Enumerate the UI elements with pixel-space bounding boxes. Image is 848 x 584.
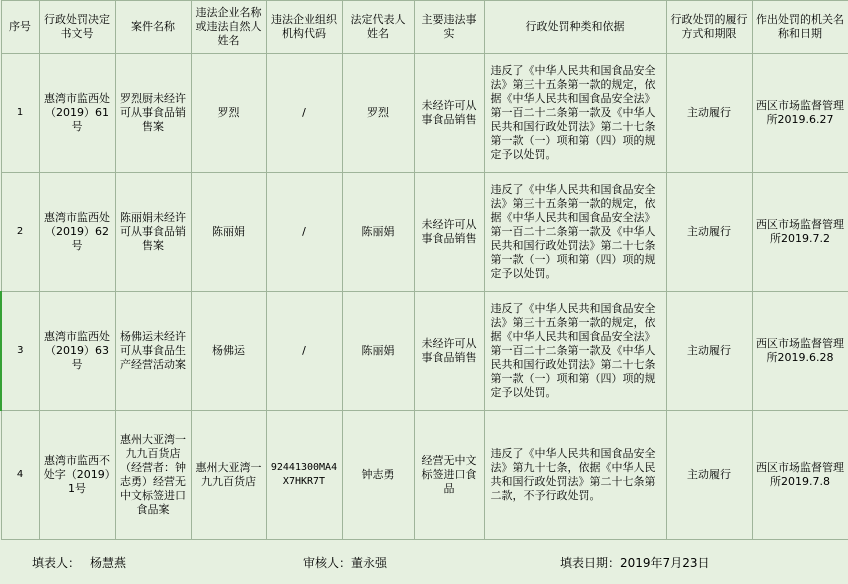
header-org-code[interactable]: 违法企业组织机构代码 [266, 1, 342, 54]
cell-party-name[interactable]: 罗烈 [191, 54, 266, 173]
cell-legal-rep[interactable]: 陈丽娟 [342, 173, 414, 292]
cell-decision-no[interactable]: 惠湾市监西处（2019）63号 [39, 292, 115, 411]
reviewer-label: 审核人： [303, 556, 352, 570]
filler-name: 杨慧燕 [90, 556, 127, 570]
table-row [1, 411, 848, 540]
cell-penalty[interactable]: 违反了《中华人民共和国食品安全法》第三十五条第一款的规定，依据《中华人民共和国食品安全法》第一百二十二条第一款及《中华人民共和国行政处罚法》第二十七条第一款（一）项和第（四）项的规定予以处罚。 [484, 54, 666, 173]
cell-penalty[interactable]: 违反了《中华人民共和国食品安全法》第三十五条第一款的规定，依据《中华人民共和国食品安全法》第一百二十二条第一款及《中华人民共和国行政处罚法》第二十七条第一款（一）项和第（四）项的规定予以处罚。 [484, 292, 666, 411]
cell-main-facts[interactable]: 未经许可从事食品销售 [414, 173, 484, 292]
header-authority[interactable]: 作出处罚的机关名称和日期 [752, 1, 848, 54]
cell-seq[interactable]: 3 [1, 292, 39, 411]
header-party-name[interactable]: 违法企业名称或违法自然人姓名 [191, 1, 266, 54]
cell-seq[interactable]: 1 [1, 54, 39, 173]
reviewer-name: 董永强 [351, 556, 388, 570]
cell-org-code[interactable]: 92441300MA4X7HKR7T [266, 411, 342, 540]
cell-penalty[interactable]: 违反了《中华人民共和国食品安全法》第三十五条第一款的规定，依据《中华人民共和国食品安全法》第一百二十二条第一款及《中华人民共和国行政处罚法》第二十七条第一款（一）项和第（四）项的规定予以处罚。 [484, 173, 666, 292]
cell-seq[interactable]: 4 [1, 411, 39, 540]
cell-main-facts[interactable]: 未经许可从事食品销售 [414, 54, 484, 173]
cell-main-facts[interactable]: 未经许可从事食品销售 [414, 292, 484, 411]
cell-decision-no[interactable]: 惠湾市监西处（2019）62号 [39, 173, 115, 292]
cell-penalty[interactable]: 违反了《中华人民共和国食品安全法》第九十七条，依据《中华人民共和国行政处罚法》第二十七条第二款，不予行政处罚。 [484, 411, 666, 540]
cell-legal-rep[interactable]: 陈丽娟 [342, 292, 414, 411]
date-label: 填表日期： [560, 556, 621, 570]
cell-authority[interactable]: 西区市场监督管理所2019.6.27 [752, 54, 848, 173]
filler-field[interactable] [32, 554, 126, 571]
cell-org-code[interactable]: / [266, 292, 342, 411]
header-case-name[interactable]: 案件名称 [115, 1, 191, 54]
header-execution[interactable]: 行政处罚的履行方式和期限 [666, 1, 752, 54]
cell-case-name[interactable]: 惠州大亚湾一九九百货店（经营者：钟志勇）经营无中文标签进口食品案 [115, 411, 191, 540]
header-decision-no[interactable]: 行政处罚决定书文号 [39, 1, 115, 54]
cell-party-name[interactable]: 惠州大亚湾一九九百货店 [191, 411, 266, 540]
cell-main-facts[interactable]: 经营无中文标签进口食品 [414, 411, 484, 540]
table-row [1, 54, 848, 173]
header-legal-rep[interactable]: 法定代表人姓名 [342, 1, 414, 54]
header-penalty[interactable]: 行政处罚种类和依据 [484, 1, 666, 54]
table-row [1, 173, 848, 292]
cell-seq[interactable]: 2 [1, 173, 39, 292]
cell-case-name[interactable]: 罗烈厨未经许可从事食品销售案 [115, 54, 191, 173]
cell-authority[interactable]: 西区市场监督管理所2019.6.28 [752, 292, 848, 411]
cell-decision-no[interactable]: 惠湾市监西不处字（2019）1号 [39, 411, 115, 540]
cell-authority[interactable]: 西区市场监督管理所2019.7.2 [752, 173, 848, 292]
cell-execution[interactable]: 主动履行 [666, 411, 752, 540]
cell-execution[interactable]: 主动履行 [666, 54, 752, 173]
cell-decision-no[interactable]: 惠湾市监西处（2019）61号 [39, 54, 115, 173]
cell-case-name[interactable]: 陈丽娟未经许可从事食品销售案 [115, 173, 191, 292]
cell-legal-rep[interactable]: 罗烈 [342, 54, 414, 173]
cell-party-name[interactable]: 杨佛运 [191, 292, 266, 411]
cell-execution[interactable]: 主动履行 [666, 173, 752, 292]
header-row [1, 1, 848, 54]
date-value: 2019年7月23日 [620, 556, 710, 570]
cell-case-name[interactable]: 杨佛运未经许可从事食品生产经营活动案 [115, 292, 191, 411]
header-seq[interactable]: 序号 [1, 1, 39, 54]
reviewer-field[interactable] [303, 554, 387, 571]
header-main-facts[interactable]: 主要违法事实 [414, 1, 484, 54]
cell-legal-rep[interactable]: 钟志勇 [342, 411, 414, 540]
date-field[interactable] [560, 554, 709, 571]
table-footer [0, 545, 848, 584]
cell-org-code[interactable]: / [266, 54, 342, 173]
cell-party-name[interactable]: 陈丽娟 [191, 173, 266, 292]
filler-label: 填表人： [32, 556, 81, 570]
cell-authority[interactable]: 西区市场监督管理所2019.7.8 [752, 411, 848, 540]
cell-org-code[interactable]: / [266, 173, 342, 292]
cell-execution[interactable]: 主动履行 [666, 292, 752, 411]
table-row [1, 292, 848, 411]
